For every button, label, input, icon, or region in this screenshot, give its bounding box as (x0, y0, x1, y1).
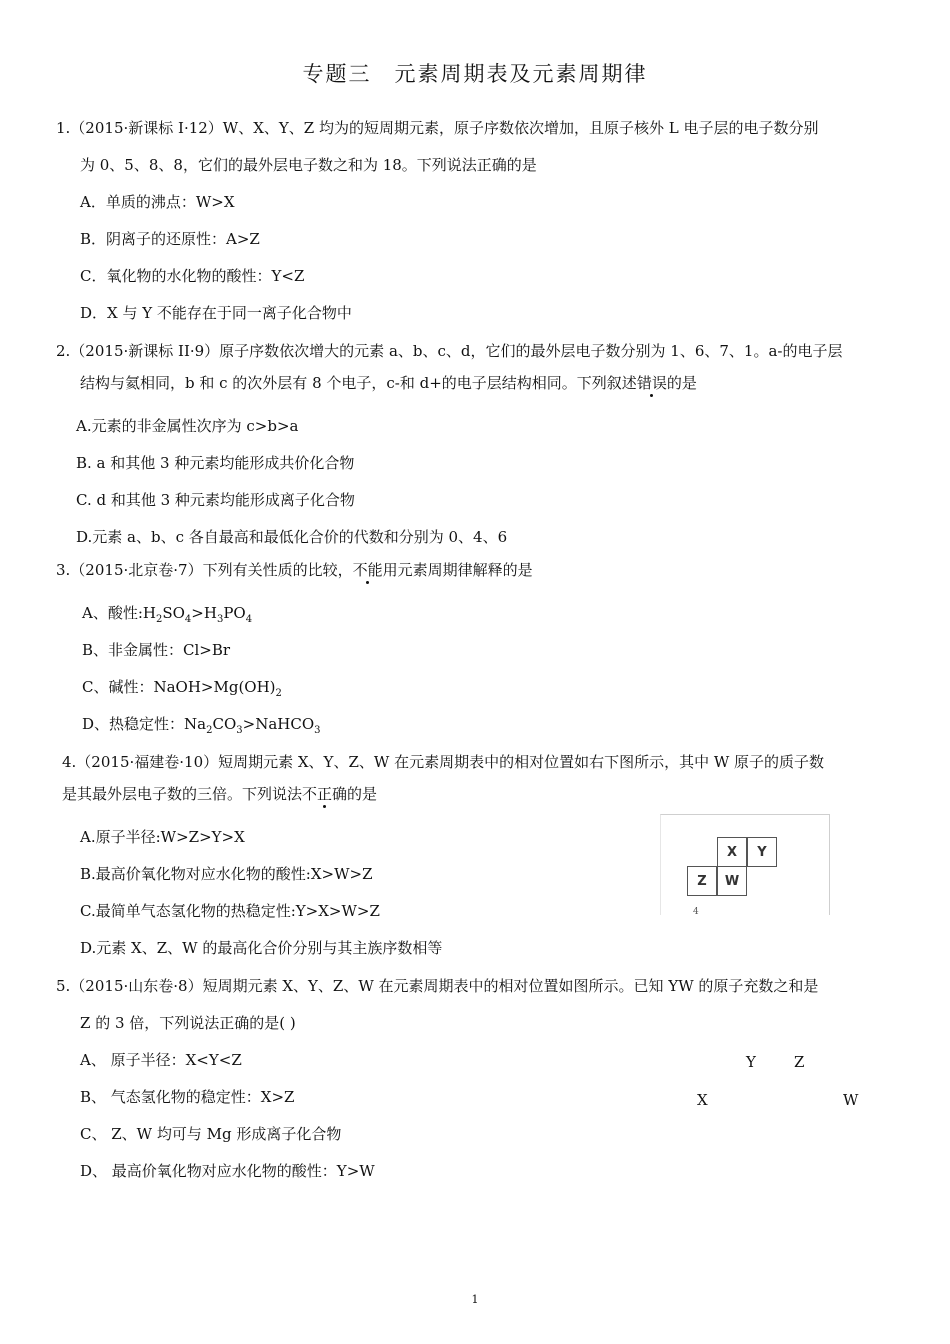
q4-option-c: C.最简单气态氢化物的热稳定性:Y>X>W>Z (80, 902, 380, 920)
q2-stem-line1: 2.（2015·新课标 II·9）原子序数依次增大的元素 a、b、c、d，它们的最外层电子数分别为 1、6、7、1。a-的电子层 (56, 342, 843, 360)
q1-option-a: A．单质的沸点：W>X (80, 193, 235, 211)
page-number: 1 (471, 1293, 479, 1306)
q2-option-d: D.元素 a、b、c 各自最高和最低化合价的代数和分别为 0、4、6 (76, 528, 508, 546)
q4-cell-x: X (717, 837, 747, 867)
q5-table-x: X (697, 1091, 708, 1109)
q4-option-a: A.原子半径:W>Z>Y>X (80, 828, 245, 846)
q2-stem-line2: 结构与氦相同，b 和 c 的次外层有 8 个电子，c-和 d+的电子层结构相同。下列叙述错误的是 (80, 374, 697, 392)
q4-stem-line2: 是其最外层电子数的三倍。下列说法不正确的是 (62, 785, 378, 803)
q3-option-d: D、热稳定性：$Na_2CO_3>NaHCO_3$ (82, 715, 321, 736)
q4-cell-y: Y (747, 837, 777, 867)
q4-cell-z: Z (687, 866, 717, 896)
q2-option-c: C. d 和其他 3 种元素均能形成离子化合物 (76, 491, 355, 509)
q4-figure-mark: 4 (693, 907, 699, 917)
q4-periodic-table-figure (660, 814, 830, 915)
q3-option-c: C、碱性：$NaOH>Mg(OH)_2$ (82, 678, 282, 699)
q5-table-z: Z (794, 1053, 805, 1071)
q3-option-b: B、非金属性：Cl>Br (82, 641, 231, 659)
page-title: 专题三 元素周期表及元素周期律 (302, 62, 648, 86)
q2-emphasis: 错误 (636, 374, 667, 392)
q4-option-d: D.元素 X、Z、W 的最高化合价分别与其主族序数相等 (80, 939, 443, 957)
q4-stem-line1: 4.（2015·福建卷·10）短周期元素 X、Y、Z、W 在元素周期表中的相对位置如右下图所示，其中 W 原子的质子数 (62, 753, 825, 771)
q5-option-b: B、 气态氢化物的稳定性：X>Z (80, 1088, 295, 1106)
q3-option-a: A、酸性$:H_2SO_4>H_3PO_4$ (82, 604, 253, 625)
q5-table-y: Y (746, 1053, 756, 1071)
q4-option-b: B.最高价氧化物对应水化物的酸性:X>W>Z (80, 865, 373, 883)
q1-option-c: C．氧化物的水化物的酸性：Y<Z (80, 267, 305, 285)
q2-option-a: A.元素的非金属性次序为 c>b>a (76, 417, 299, 435)
q2-option-b: B. a 和其他 3 种元素均能形成共价化合物 (76, 454, 355, 472)
q5-option-c: C、 Z、W 均可与 Mg 形成离子化合物 (80, 1125, 342, 1143)
q3-stem: 3.（2015·北京卷·7）下列有关性质的比较，不能用元素周期律解释的是 (56, 561, 533, 579)
q3-emphasis: 不能 (352, 561, 383, 579)
q1-stem-line2: 为 0、5、8、8，它们的最外层电子数之和为 18。下列说法正确的是 (80, 156, 537, 174)
q5-stem-line1: 5.（2015·山东卷·8）短周期元素 X、Y、Z、W 在元素周期表中的相对位置如图所示。已知 YW 的原子充数之和是 (56, 977, 819, 995)
q5-option-a: A、 原子半径：X<Y<Z (80, 1051, 242, 1069)
q1-option-d: D．X 与 Y 不能存在于同一离子化合物中 (80, 304, 352, 322)
q4-cell-w: W (717, 866, 747, 896)
q5-stem-line2: Z 的 3 倍，下列说法正确的是( ) (80, 1014, 296, 1032)
q1-option-b: B．阴离子的还原性：A>Z (80, 230, 260, 248)
q5-table-w: W (843, 1091, 859, 1109)
q1-stem-line1: 1.（2015·新课标 I·12）W、X、Y、Z 均为的短周期元素，原子序数依次增加，且原子核外 L 电子层的电子数分别 (56, 119, 819, 137)
q5-option-d: D、 最高价氧化物对应水化物的酸性：Y>W (80, 1162, 375, 1180)
q4-emphasis: 不正确 (302, 785, 348, 803)
